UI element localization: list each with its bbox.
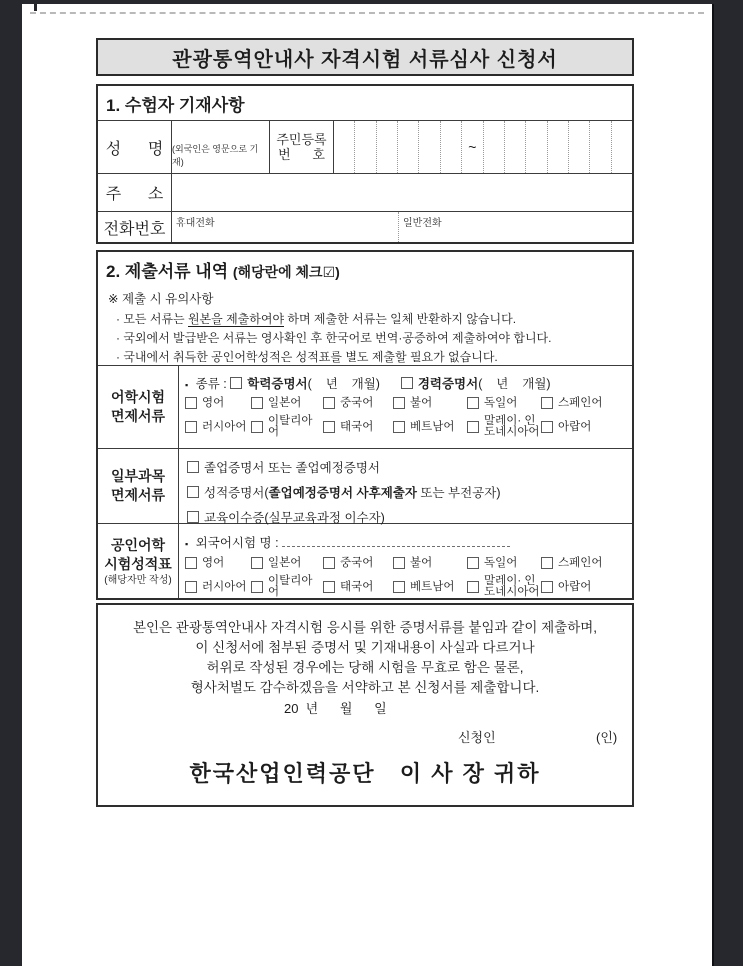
phone-row <box>98 212 632 242</box>
checkbox-icon-태국어[interactable] <box>323 581 335 593</box>
checkbox-icon-불어[interactable] <box>393 397 405 409</box>
language-label: 불어 <box>410 556 433 569</box>
language-option <box>467 397 541 409</box>
language-option <box>185 416 251 438</box>
subject-exemption-row <box>98 449 632 524</box>
checkbox-icon-베트남어[interactable] <box>393 581 405 593</box>
checkbox-icon-태국어[interactable] <box>323 421 335 433</box>
language-label: 중국어 <box>340 396 374 409</box>
language-label: 독일어 <box>484 396 518 409</box>
official-score-label: 공인어학 시험성적표 (해당자만 작성) <box>98 524 179 598</box>
section-submitted-documents <box>96 250 634 600</box>
scan-artifact-mark <box>34 4 37 11</box>
language-label: 불어 <box>410 396 433 409</box>
official-score-row <box>98 524 632 598</box>
language-label: 베트남어 <box>410 580 455 593</box>
checkbox-icon-영어[interactable] <box>185 397 197 409</box>
form-document-page <box>22 4 714 966</box>
language-option <box>393 416 467 438</box>
checkbox-icon-아랍어[interactable] <box>541 581 553 593</box>
bullet-square-icon: ▪ <box>185 539 189 549</box>
language-option <box>251 397 323 409</box>
landline-phone-input-cell[interactable] <box>398 212 632 242</box>
exemption-language-checkbox-grid <box>185 397 632 438</box>
language-label: 아랍어 <box>558 580 592 593</box>
language-option <box>323 576 393 598</box>
language-option <box>323 416 393 438</box>
bullet-square-icon: ▪ <box>185 380 189 390</box>
checkbox-icon-스페인어[interactable] <box>541 397 553 409</box>
checkbox-icon-이탈리아어[interactable] <box>251 421 263 433</box>
language-label: 일본어 <box>268 396 302 409</box>
address-input-cell[interactable] <box>172 174 632 211</box>
rrn-digit-cell[interactable] <box>377 121 398 173</box>
certificate-kind-line: ▪ 종류 : 학력증명서( 년 개월) 경력증명서( 년 개월) <box>185 377 551 391</box>
checkbox-icon-베트남어[interactable] <box>393 421 405 433</box>
name-row <box>98 121 632 174</box>
language-option <box>393 557 467 569</box>
language-exemption-label: 어학시험 면제서류 <box>98 366 179 448</box>
language-option <box>251 576 323 598</box>
checkbox-icon-독일어[interactable] <box>467 557 479 569</box>
section1-heading: 1. 수험자 기재사항 <box>98 86 632 121</box>
rrn-digit-cell[interactable] <box>526 121 547 173</box>
language-label: 이탈리아어 <box>268 575 313 598</box>
language-label: 말레이· 인도네시아어 <box>484 415 540 438</box>
address-label: 주 소 <box>98 174 172 211</box>
language-label: 이탈리아어 <box>268 415 313 438</box>
language-label: 러시아어 <box>202 420 247 433</box>
language-label: 독일어 <box>484 556 518 569</box>
page-title: 관광통역안내사 자격시험 서류심사 신청서 <box>172 48 558 71</box>
checkbox-icon-영어[interactable] <box>185 557 197 569</box>
checkbox-icon-러시아어[interactable] <box>185 581 197 593</box>
section2-heading: 2. 제출서류 내역 (해당란에 체크☑) <box>106 262 340 281</box>
phone-label: 전화번호 <box>98 212 172 242</box>
rrn-separator-cell: ~ <box>462 121 483 173</box>
language-option <box>393 397 467 409</box>
checkbox-icon-러시아어[interactable] <box>185 421 197 433</box>
perforation-dashed-line <box>30 12 704 14</box>
recipient-line: 한국산업인력공단 이 사 장 귀하 <box>189 761 541 786</box>
rrn-digit-cell[interactable] <box>419 121 440 173</box>
checkbox-icon-불어[interactable] <box>393 557 405 569</box>
language-option <box>323 557 393 569</box>
declaration-box <box>96 603 634 807</box>
rrn-digit-cell[interactable] <box>548 121 569 173</box>
language-label: 태국어 <box>340 580 374 593</box>
address-row <box>98 174 632 212</box>
checkbox-icon-중국어[interactable] <box>323 397 335 409</box>
language-exam-exemption-row <box>98 366 632 449</box>
mobile-phone-input-cell[interactable] <box>172 212 398 242</box>
declaration-line: 형사처벌도 감수하겠음을 서약하고 본 신청서를 제출합니다. <box>190 680 540 695</box>
language-option <box>467 557 541 569</box>
language-label: 스페인어 <box>558 556 603 569</box>
checkbox-icon-이탈리아어[interactable] <box>251 581 263 593</box>
checkbox-icon-transcript[interactable] <box>187 486 199 498</box>
rrn-digit-cell[interactable] <box>355 121 376 173</box>
subject-exemption-label: 일부과목 면제서류 <box>98 449 179 523</box>
declaration-line: 본인은 관광통역안내사 자격시험 응시를 위한 증명서류를 붙임과 같이 제출하며, <box>132 620 598 635</box>
doc-item-graduation: 졸업증명서 또는 졸업예정증명서 <box>187 458 632 476</box>
declaration-line: 이 신청서에 첨부된 증명서 및 기재내용이 사실과 다르거나 <box>195 640 535 655</box>
checkbox-icon-스페인어[interactable] <box>541 557 553 569</box>
checkbox-icon-일본어[interactable] <box>251 557 263 569</box>
mobile-phone-label: 휴대전화 <box>176 218 215 229</box>
note-item-1: · 모든 서류는 원본을 제출하여야 하며 제출한 서류는 일체 반환하지 않습니다. <box>116 312 517 326</box>
language-label: 일본어 <box>268 556 302 569</box>
notes-title: ※ 제출 시 유의사항 <box>108 292 214 306</box>
language-option <box>541 397 632 409</box>
language-label: 중국어 <box>340 556 374 569</box>
checkbox-icon-graduation[interactable] <box>187 461 199 473</box>
checkbox-icon-일본어[interactable] <box>251 397 263 409</box>
language-option <box>541 416 632 438</box>
exam-name-input-blank[interactable] <box>282 535 510 547</box>
date-fill-line[interactable]: 20 년 월 일 <box>284 701 387 716</box>
language-option <box>251 557 323 569</box>
language-label: 말레이· 인도네시아어 <box>484 575 540 598</box>
name-label: 성 명 <box>98 121 172 173</box>
seal-placeholder: (인) <box>596 730 618 745</box>
underlined-text: 원본을 제출하여야 <box>187 312 285 326</box>
checkbox-icon-training[interactable] <box>187 511 199 523</box>
section-examinee-info <box>96 84 634 244</box>
language-label: 태국어 <box>340 420 374 433</box>
language-option <box>185 576 251 598</box>
rrn-label: 주민등록 번 호 <box>270 121 334 173</box>
doc-item-transcript: 성적증명서(졸업예정증명서 사후제출자 또는 부전공자) <box>187 483 632 501</box>
language-label: 스페인어 <box>558 396 603 409</box>
check-instruction: (해당란에 체크☑) <box>232 264 340 280</box>
rrn-digit-cell[interactable] <box>612 121 632 173</box>
name-input-cell[interactable] <box>172 121 270 173</box>
checkbox-icon-중국어[interactable] <box>323 557 335 569</box>
checkbox-icon-education-cert[interactable] <box>230 377 242 389</box>
submission-notes <box>98 286 632 366</box>
note-item-2: · 국외에서 발급받은 서류는 영사확인 후 한국어로 번역·공증하여 제출하여야 합니다. <box>116 331 552 345</box>
language-option <box>393 576 467 598</box>
foreigner-note: (외국인은 영문으로 기재) <box>172 144 259 167</box>
declaration-paragraph <box>98 618 632 698</box>
rrn-digit-cells <box>334 121 632 173</box>
language-label: 베트남어 <box>410 420 455 433</box>
language-option <box>541 576 632 598</box>
language-label: 러시아어 <box>202 580 247 593</box>
checkbox-icon-아랍어[interactable] <box>541 421 553 433</box>
language-label: 영어 <box>202 396 225 409</box>
language-label: 아랍어 <box>558 420 592 433</box>
checkbox-icon-말레이· 인도네시아어[interactable] <box>467 421 479 433</box>
rrn-digit-cell[interactable] <box>590 121 611 173</box>
checkbox-icon-말레이· 인도네시아어[interactable] <box>467 581 479 593</box>
doc-item-training: 교육이수증(실무교육과정 이수자) <box>187 508 632 526</box>
rrn-digit-cell[interactable] <box>441 121 462 173</box>
rrn-digit-cell[interactable] <box>505 121 526 173</box>
rrn-digit-cell[interactable] <box>398 121 419 173</box>
declaration-line: 허위로 작성된 경우에는 당해 시험을 무효로 함은 물론, <box>206 660 524 675</box>
note-item-3: · 국내에서 취득한 공인어학성적은 성적표를 별도 제출할 필요가 없습니다. <box>116 350 498 364</box>
score-language-checkbox-grid <box>185 557 632 598</box>
language-option <box>541 557 632 569</box>
checkbox-icon-career-cert[interactable] <box>401 377 413 389</box>
language-option <box>185 557 251 569</box>
rrn-digit-cell[interactable] <box>334 121 355 173</box>
language-option <box>467 576 541 598</box>
form-title-box <box>96 38 634 76</box>
checkbox-icon-독일어[interactable] <box>467 397 479 409</box>
foreign-exam-name-line: ▪ 외국어시험 명 : <box>185 533 632 551</box>
applicant-label: 신청인 <box>458 730 496 745</box>
rrn-digit-cell[interactable] <box>484 121 505 173</box>
language-option <box>251 416 323 438</box>
language-option <box>323 397 393 409</box>
language-option <box>185 397 251 409</box>
landline-phone-label: 일반전화 <box>403 218 442 229</box>
rrn-digit-cell[interactable] <box>569 121 590 173</box>
language-label: 영어 <box>202 556 225 569</box>
language-option <box>467 416 541 438</box>
